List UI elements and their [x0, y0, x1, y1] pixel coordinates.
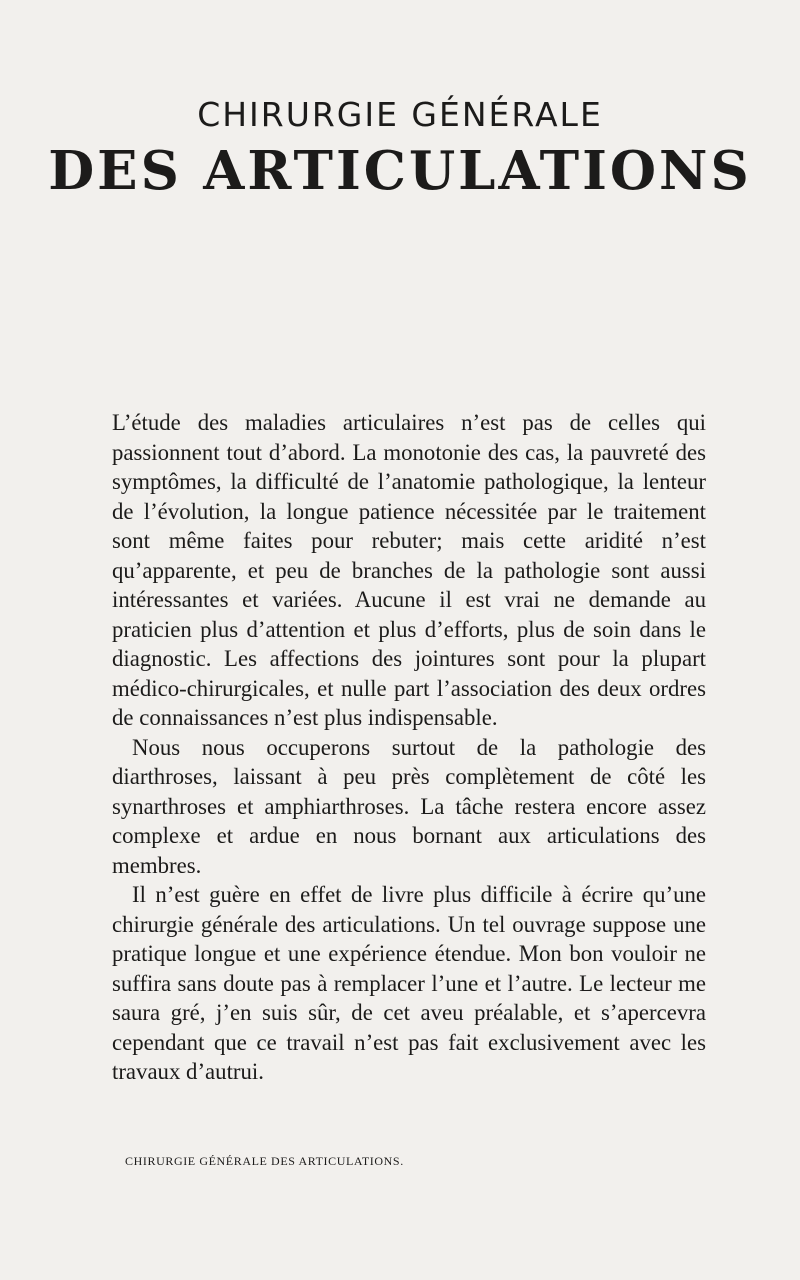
- paragraph-2: Nous nous occuperons surtout de la pathologie des diarthroses, laissant à peu près complètement de côté les synarthroses et amphiarthroses. La tâche restera encore assez complexe et ardue en nous bornant aux articulations des membres.: [112, 734, 706, 878]
- paragraph-3: Il n’est guère en effet de livre plus difficile à écrire qu’une chirurgie générale des articulations. Un tel ouvrage suppose une pratique longue et une expérience étendue. Mon bon vouloir ne suffira sans doute pas à remplacer l’une et l’autre. Le lecteur me saura gré, j’en suis sûr, de cet aveu préalable, et s’apercevra cependant que ce travail n’est pas fait exclusivement avec les travaux d’autrui.: [112, 882, 706, 1084]
- page-title-line2: DES ARTICULATIONS: [48, 140, 752, 202]
- running-footer: CHIRURGIE GÉNÉRALE DES ARTICULATIONS.: [125, 1154, 404, 1168]
- paragraph-1: L’étude des maladies articulaires n’est pas de celles qui passionnent tout d’abord. La monotonie des cas, la pauvreté des symptômes, la difficulté de l’anatomie pathologique, la lenteur de l’évolution, la longue patience nécessitée par le traitement sont même faites pour rebuter; mais cette aridité n’est qu’apparente, et peu de branches de la pathologie sont aussi intéressantes et variées. Aucune il est vrai ne demande au praticien plus d’attention et plus d’efforts, plus de soin dans le diagnostic. Les affections des jointures sont pour la plupart médico-chirurgicales, et nulle part l’association des deux ordres de connaissances n’est plus indispensable.: [112, 410, 706, 730]
- page-title-line1: CHIRURGIE GÉNÉRALE: [197, 95, 603, 134]
- body-text: [112, 408, 706, 1087]
